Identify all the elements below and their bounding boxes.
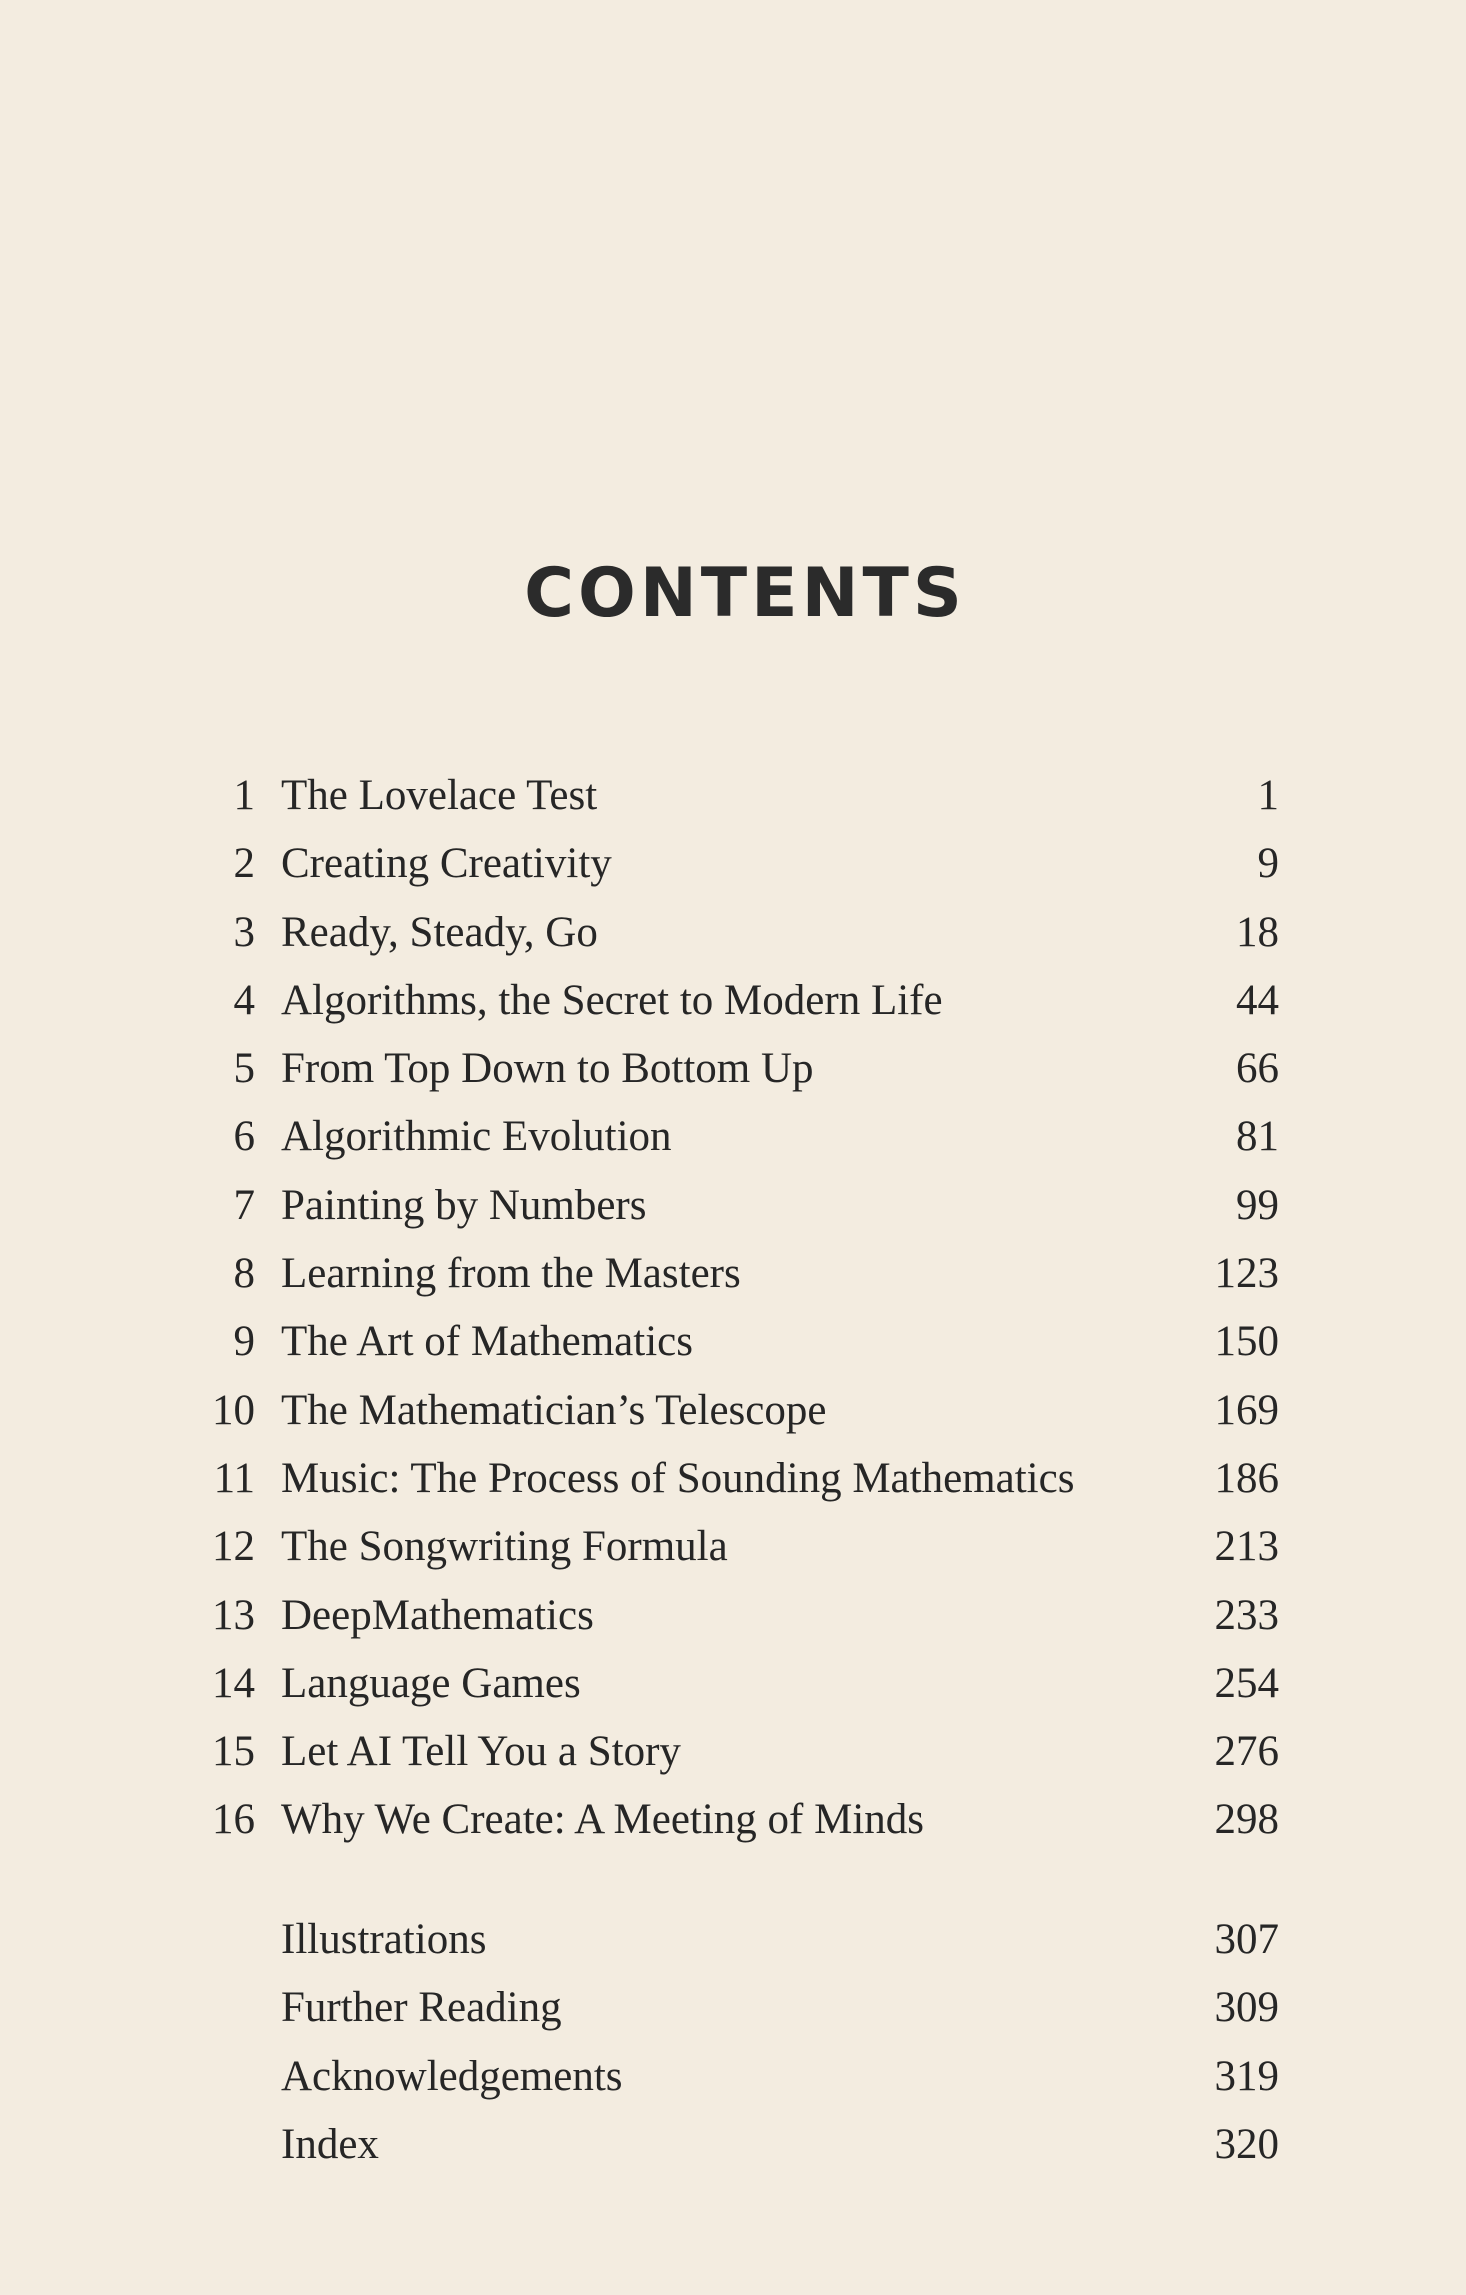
chapter-number: 1 — [233, 772, 255, 819]
page-number: 99 — [1236, 1181, 1279, 1229]
chapter-title: Creating Creativity — [281, 840, 612, 888]
toc-entry — [0, 830, 1466, 898]
page-number: 309 — [1214, 1984, 1279, 2032]
chapter-title: The Mathematician’s Telescope — [281, 1386, 827, 1434]
chapter-number: 5 — [233, 1045, 255, 1093]
page-number: 254 — [1214, 1659, 1279, 1707]
chapter-title: Ready, Steady, Go — [281, 908, 598, 956]
toc-entry — [0, 762, 1466, 830]
chapter-title: Why We Create: A Meeting of Minds — [281, 1796, 925, 1844]
chapter-number: 13 — [212, 1591, 255, 1639]
page-number: 18 — [1236, 908, 1279, 956]
toc-entry — [0, 1582, 1466, 1650]
toc-entry — [0, 1445, 1466, 1513]
chapter-title: Let AI Tell You a Story — [281, 1728, 681, 1776]
chapter-title: From Top Down to Bottom Up — [281, 1045, 814, 1093]
chapter-title: Learning from the Masters — [281, 1250, 741, 1298]
chapter-title: Language Games — [281, 1659, 581, 1707]
chapter-number: 4 — [233, 976, 255, 1024]
page-number: 213 — [1214, 1523, 1279, 1571]
chapter-number: 8 — [233, 1250, 255, 1298]
chapter-list — [0, 762, 1466, 1855]
toc-entry — [0, 1974, 1466, 2042]
page-number: 150 — [1214, 1318, 1279, 1366]
toc-entry — [0, 2043, 1466, 2111]
toc-entry — [0, 967, 1466, 1035]
page-number: 307 — [1214, 1916, 1279, 1963]
chapter-title: Music: The Process of Sounding Mathematics — [281, 1454, 1075, 1502]
back-matter-title: Illustrations — [281, 1916, 487, 1963]
page-number: 81 — [1236, 1113, 1279, 1161]
toc-entry — [0, 1377, 1466, 1445]
chapter-number: 15 — [212, 1728, 255, 1776]
toc-entry — [0, 1650, 1466, 1718]
toc-entry — [0, 1718, 1466, 1786]
page-number: 276 — [1214, 1728, 1279, 1776]
chapter-title: The Art of Mathematics — [281, 1318, 693, 1366]
chapter-number: 6 — [233, 1113, 255, 1161]
chapter-number: 7 — [233, 1181, 255, 1229]
page-number: 169 — [1214, 1386, 1279, 1434]
chapter-number: 9 — [233, 1318, 255, 1366]
chapter-number: 2 — [233, 840, 255, 888]
page-number: 320 — [1214, 2120, 1279, 2168]
chapter-number: 11 — [213, 1454, 255, 1502]
toc-entry — [0, 1906, 1466, 1974]
toc-entry — [0, 1240, 1466, 1308]
back-matter-list — [0, 1906, 1466, 2179]
page-number: 66 — [1236, 1045, 1279, 1093]
back-matter-title: Further Reading — [281, 1984, 562, 2032]
chapter-title: Algorithms, the Secret to Modern Life — [281, 976, 943, 1024]
page-number: 1 — [1257, 772, 1279, 819]
toc-entry — [0, 1172, 1466, 1240]
page-number: 9 — [1257, 840, 1279, 888]
page-number: 123 — [1214, 1250, 1279, 1298]
back-matter-title: Index — [281, 2120, 379, 2168]
toc-entry — [0, 1786, 1466, 1854]
page-number: 298 — [1214, 1796, 1279, 1844]
chapter-number: 16 — [212, 1796, 255, 1844]
toc-entry — [0, 1103, 1466, 1171]
contents-heading: CONTENTS — [524, 554, 966, 633]
chapter-number: 3 — [233, 908, 255, 956]
chapter-title: DeepMathematics — [281, 1591, 594, 1639]
chapter-title: The Songwriting Formula — [281, 1523, 728, 1571]
chapter-number: 14 — [212, 1659, 255, 1707]
chapter-number: 12 — [212, 1523, 255, 1571]
page-number: 233 — [1214, 1591, 1279, 1639]
toc-entry — [0, 2111, 1466, 2179]
toc-entry — [0, 899, 1466, 967]
page-number: 319 — [1214, 2052, 1279, 2100]
toc-entry — [0, 1035, 1466, 1103]
chapter-title: Algorithmic Evolution — [281, 1113, 672, 1161]
toc-entry — [0, 1308, 1466, 1376]
chapter-number: 10 — [212, 1386, 255, 1434]
toc-entry — [0, 1513, 1466, 1581]
chapter-title: Painting by Numbers — [281, 1181, 647, 1229]
page-number: 186 — [1214, 1454, 1279, 1502]
page-number: 44 — [1236, 976, 1279, 1024]
chapter-title: The Lovelace Test — [281, 772, 598, 819]
back-matter-title: Acknowledgements — [281, 2052, 623, 2100]
